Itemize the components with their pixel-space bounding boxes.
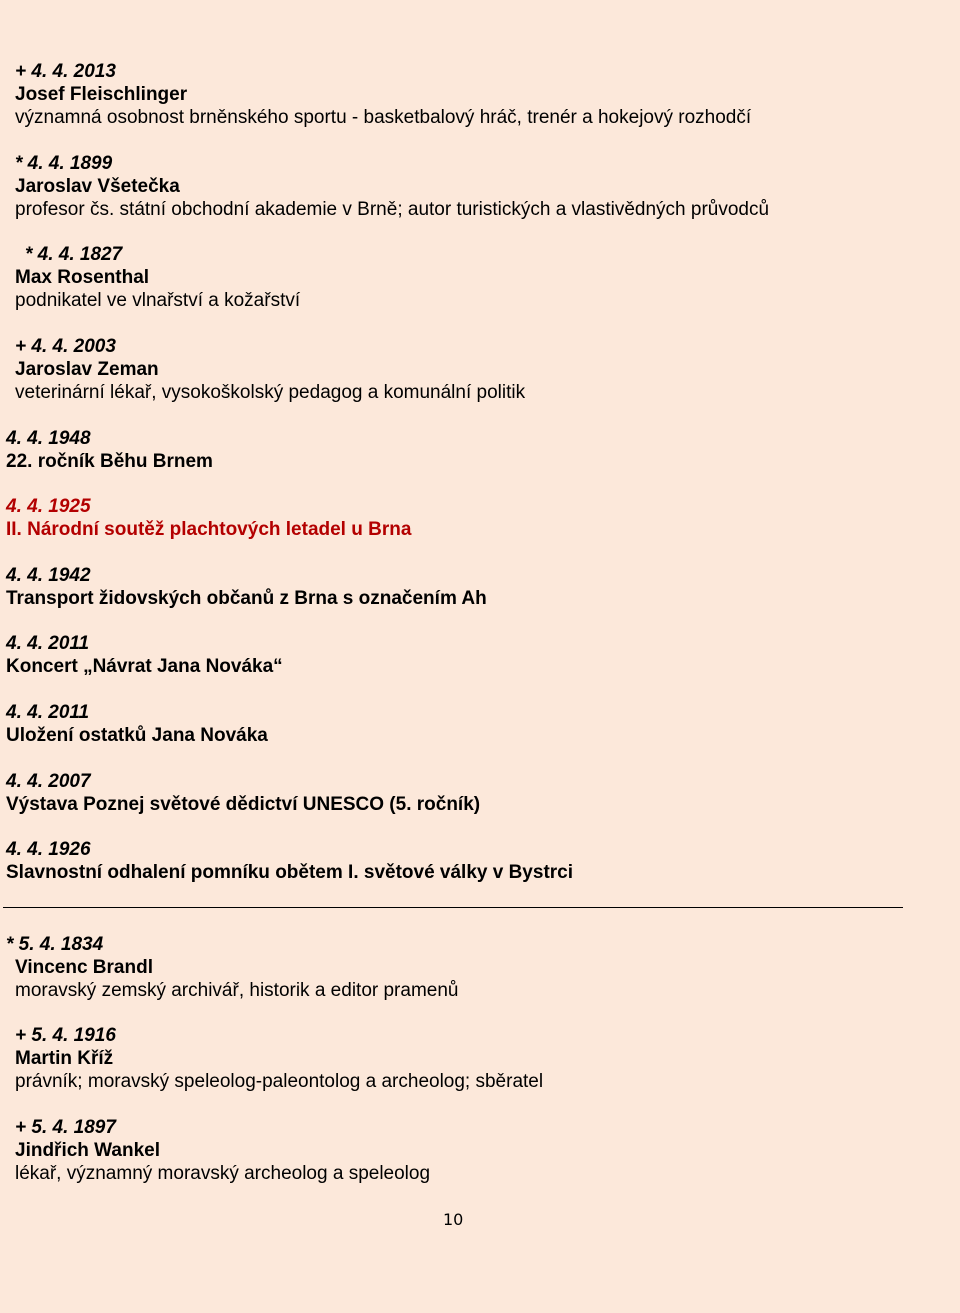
entry-name: Vincenc Brandl xyxy=(15,957,153,978)
entry-name: Josef Fleischlinger xyxy=(15,84,188,105)
entry-name: Martin Kříž xyxy=(15,1048,114,1069)
page-number: 10 xyxy=(443,1210,464,1229)
entry-description: veterinární lékař, vysokoškolský pedagog a komunální politik xyxy=(15,382,526,403)
entry-name: Jaroslav Zeman xyxy=(15,359,159,380)
event-title: Koncert „Návrat Jana Nováka“ xyxy=(6,656,283,677)
entry-date: * 4. 4. 1827 xyxy=(25,244,123,265)
entry-date: + 4. 4. 2013 xyxy=(15,61,116,82)
entry-description: lékař, významný moravský archeolog a speleolog xyxy=(15,1163,431,1184)
entry-name: Max Rosenthal xyxy=(15,267,150,288)
event-date: 4. 4. 2011 xyxy=(6,633,90,654)
entry-description: významná osobnost brněnského sportu - basketbalový hráč, trenér a hokejový rozhodčí xyxy=(15,107,752,128)
entry-name: Jindřich Wankel xyxy=(15,1140,160,1161)
entry-date: + 5. 4. 1916 xyxy=(15,1025,116,1046)
event-date: 4. 4. 2011 xyxy=(6,702,90,723)
entry-description: profesor čs. státní obchodní akademie v Brně; autor turistických a vlastivědných průvodců xyxy=(15,199,770,220)
entry-date: + 5. 4. 1897 xyxy=(15,1117,116,1138)
event-date: 4. 4. 1926 xyxy=(6,839,91,860)
entry-description: moravský zemský archivář, historik a editor pramenů xyxy=(15,980,459,1001)
entry-name: Jaroslav Všetečka xyxy=(15,176,180,197)
event-date: 4. 4. 1925 xyxy=(6,496,91,517)
section-divider xyxy=(3,907,903,908)
event-title: Transport židovských občanů z Brna s označením Ah xyxy=(6,588,487,609)
event-date: 4. 4. 2007 xyxy=(6,771,91,792)
event-title: 22. ročník Běhu Brnem xyxy=(6,451,213,472)
entry-description: podnikatel ve vlnařství a kožařství xyxy=(15,290,301,311)
event-date: 4. 4. 1942 xyxy=(6,565,91,586)
entry-date: + 4. 4. 2003 xyxy=(15,336,116,357)
entry-date: * 5. 4. 1834 xyxy=(6,934,104,955)
event-title: II. Národní soutěž plachtových letadel u Brna xyxy=(6,519,412,540)
event-title: Slavnostní odhalení pomníku obětem I. světové války v Bystrci xyxy=(6,862,574,883)
event-date: 4. 4. 1948 xyxy=(6,428,91,449)
entry-description: právník; moravský speleolog-paleontolog a archeolog; sběratel xyxy=(15,1071,544,1092)
event-title: Výstava Poznej světové dědictví UNESCO (5. ročník) xyxy=(6,794,481,815)
entry-date: * 4. 4. 1899 xyxy=(15,153,113,174)
event-title: Uložení ostatků Jana Nováka xyxy=(6,725,268,746)
